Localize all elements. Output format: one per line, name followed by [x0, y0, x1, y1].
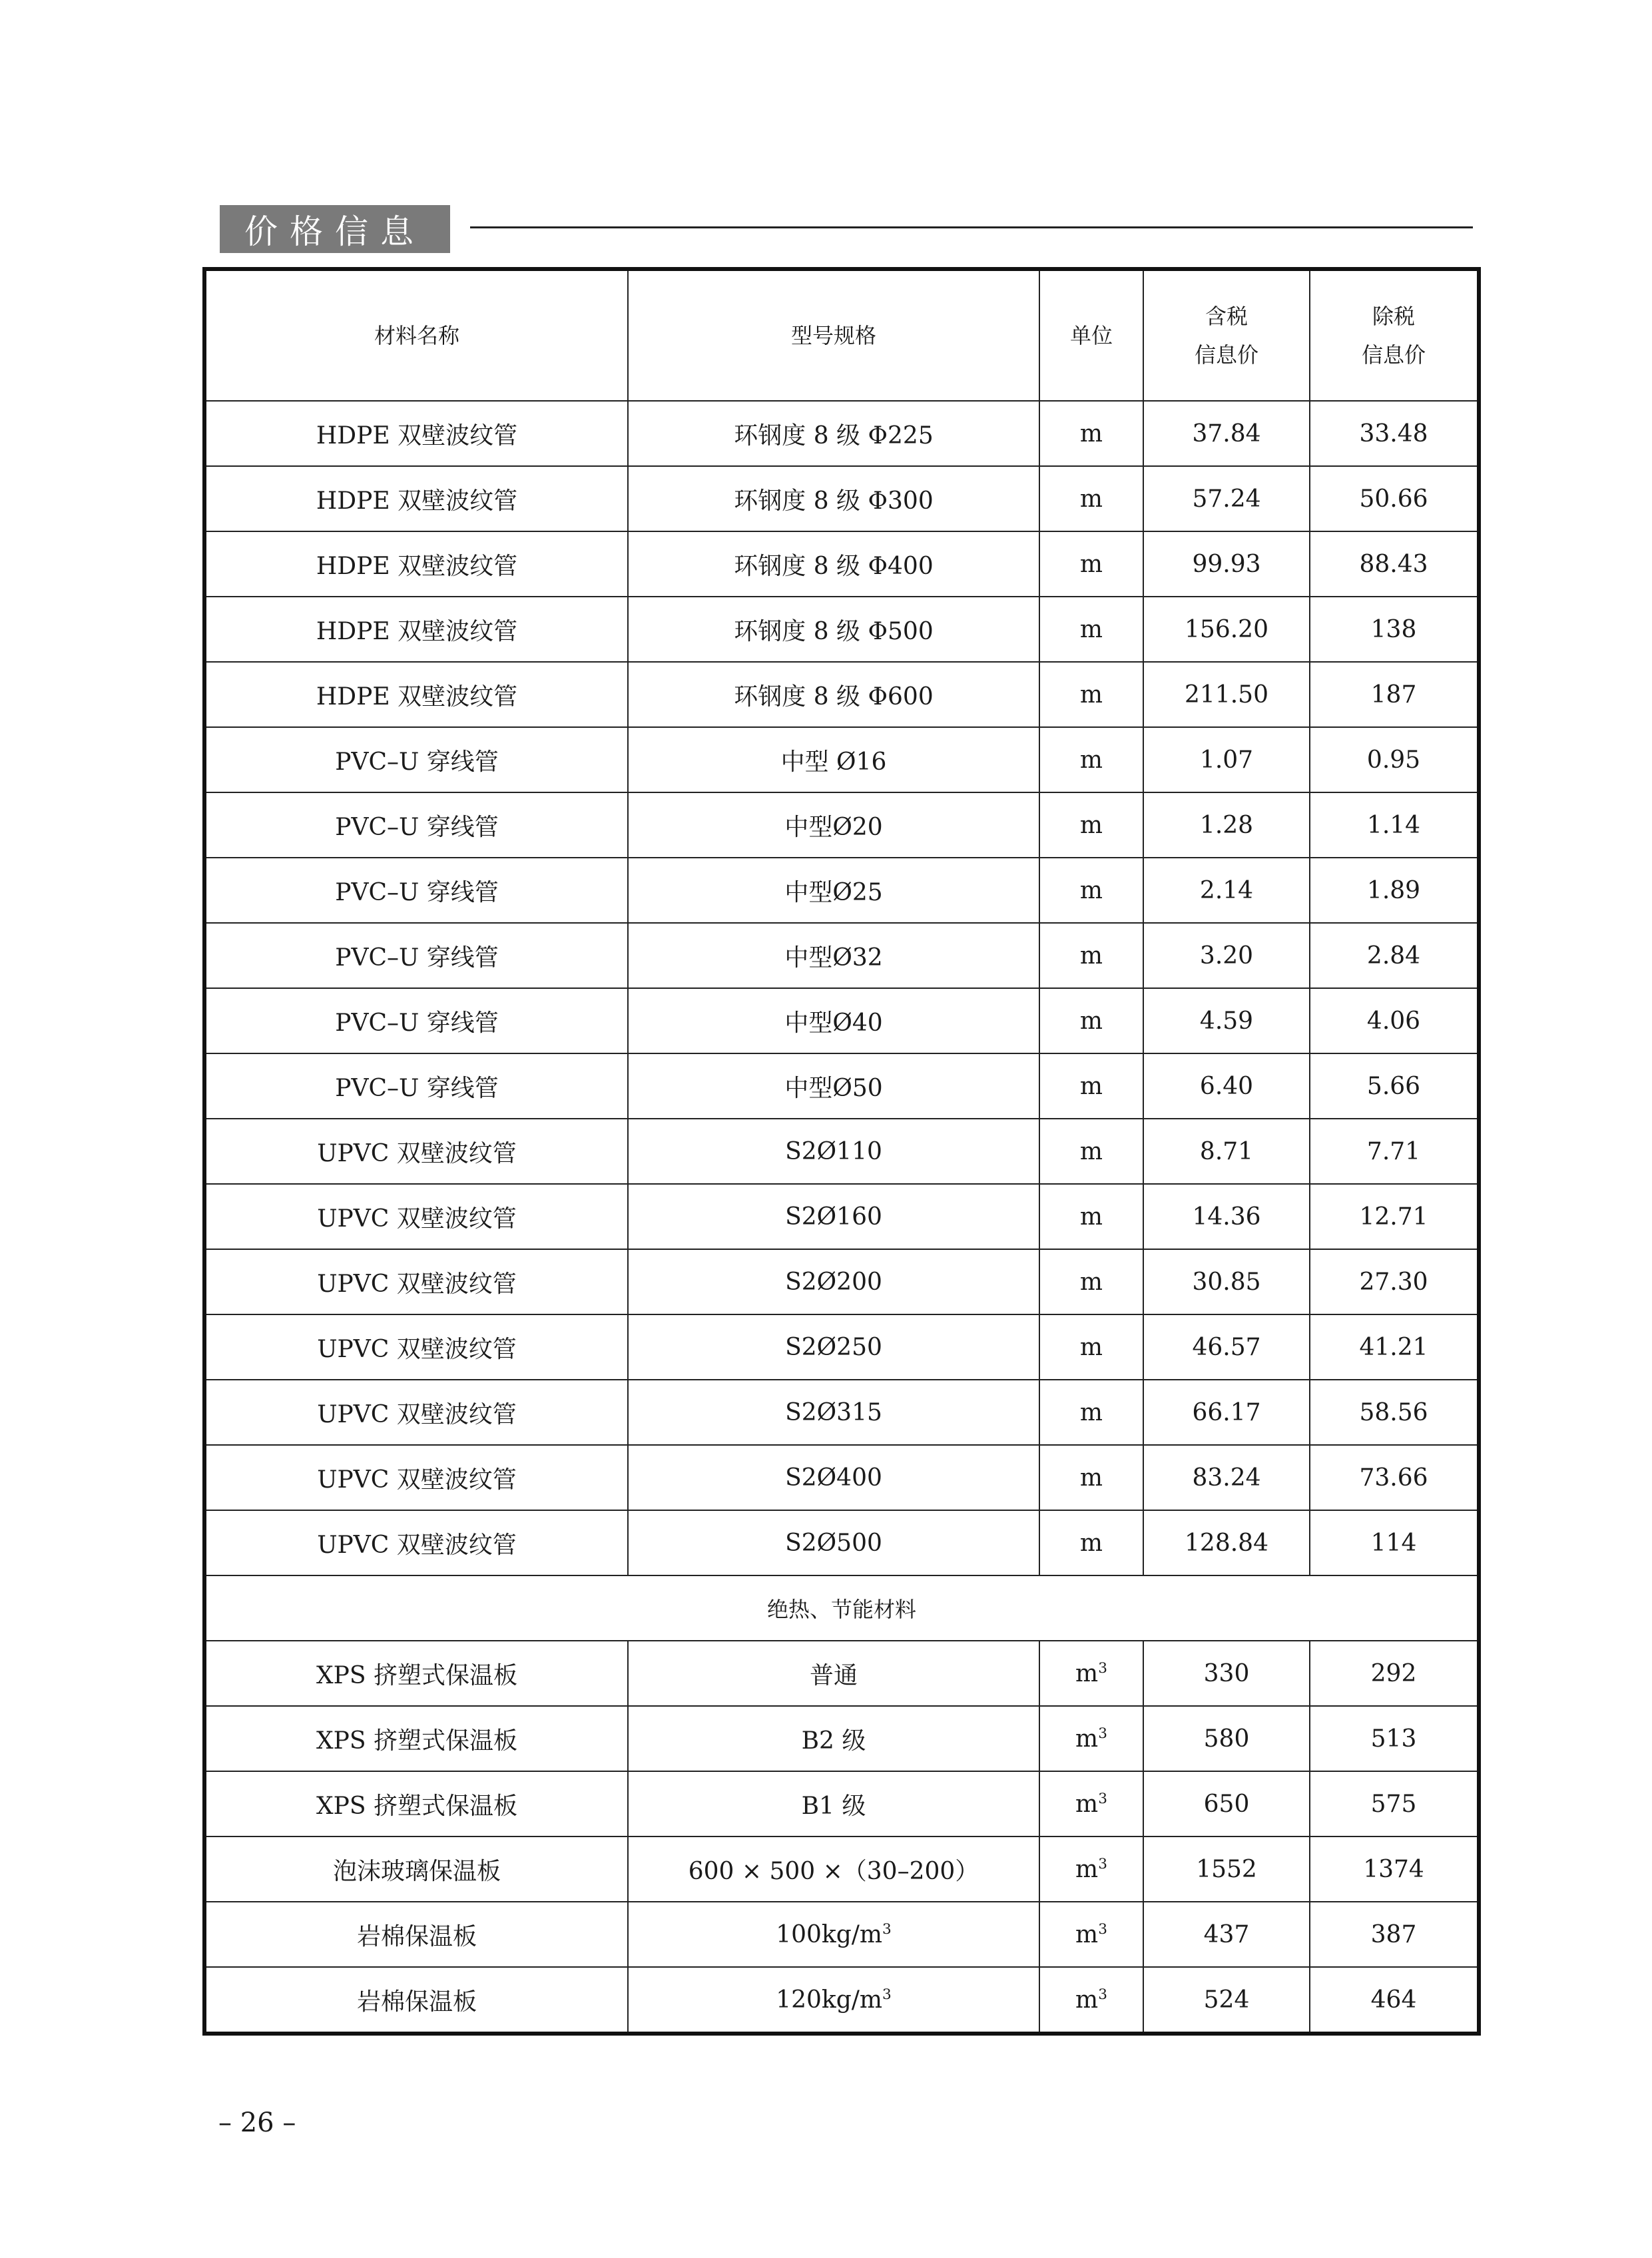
- cell-price-without-tax-text: 187: [1370, 681, 1417, 708]
- cell-spec-text: 中型Ø40: [784, 1009, 883, 1037]
- cell-spec: [628, 531, 1039, 597]
- cell-spec: [628, 1053, 1039, 1119]
- cell-price-with-tax-text: 437: [1203, 1920, 1250, 1948]
- cell-material-name-text: HDPE 双壁波纹管: [316, 487, 518, 515]
- cell-price-with-tax: [1143, 1053, 1310, 1119]
- cell-spec-text: S2Ø160: [785, 1203, 882, 1231]
- cell-price-without-tax: [1310, 401, 1479, 466]
- cell-spec-superscript: 3: [882, 1986, 892, 2003]
- cell-price-without-tax-text: 33.48: [1359, 420, 1428, 447]
- cell-spec-superscript: 3: [882, 1920, 892, 1938]
- header-material-name: 材料名称: [204, 269, 628, 401]
- cell-material-name: [204, 1641, 628, 1706]
- cell-spec: [628, 662, 1039, 727]
- cell-spec-text: 环钢度 8 级 Φ300: [734, 487, 934, 515]
- cell-unit: [1039, 792, 1143, 858]
- section-tag: 价格信息: [220, 205, 450, 253]
- cell-unit: [1039, 1119, 1143, 1184]
- cell-unit: [1039, 1314, 1143, 1380]
- cell-price-without-tax: [1310, 727, 1479, 792]
- cell-unit: [1039, 1249, 1143, 1314]
- cell-spec-text: 中型Ø50: [784, 1074, 883, 1102]
- cell-spec-text: S2Ø500: [785, 1529, 882, 1557]
- cell-price-with-tax-text: 46.57: [1192, 1333, 1261, 1361]
- cell-material-name: [204, 1771, 628, 1836]
- cell-price-without-tax: [1310, 1314, 1479, 1380]
- cell-material-name: [204, 1510, 628, 1575]
- cell-material-name: [204, 727, 628, 792]
- cell-material-name: [204, 1184, 628, 1249]
- cell-price-without-tax-text: 27.30: [1359, 1268, 1428, 1296]
- section-heading: 绝热、节能材料: [204, 1575, 1479, 1641]
- cell-spec: [628, 466, 1039, 531]
- cell-material-name: [204, 1836, 628, 1902]
- cell-material-name: [204, 531, 628, 597]
- cell-price-with-tax: [1143, 1119, 1310, 1184]
- cell-unit: [1039, 401, 1143, 466]
- cell-price-with-tax-text: 4.59: [1199, 1007, 1254, 1035]
- cell-material-name-text: HDPE 双壁波纹管: [316, 617, 518, 645]
- cell-price-with-tax: [1143, 662, 1310, 727]
- cell-unit-superscript: 3: [1098, 1920, 1107, 1938]
- table-row: [204, 597, 1479, 662]
- table-header-row: [204, 269, 1479, 401]
- cell-price-with-tax-text: 66.17: [1192, 1398, 1261, 1426]
- cell-unit: [1039, 1641, 1143, 1706]
- cell-price-without-tax-text: 0.95: [1366, 746, 1421, 774]
- cell-unit-text: m: [1075, 1986, 1099, 2014]
- cell-unit-superscript: 3: [1098, 1659, 1107, 1677]
- cell-unit-text: m: [1079, 550, 1103, 578]
- cell-unit-text: m: [1079, 485, 1103, 513]
- cell-price-without-tax-text: 464: [1370, 1986, 1417, 2014]
- cell-unit-text: m: [1079, 1072, 1103, 1100]
- cell-unit-text: m: [1075, 1790, 1099, 1818]
- cell-price-without-tax-text: 73.66: [1359, 1464, 1428, 1492]
- cell-price-with-tax: [1143, 1967, 1310, 2034]
- cell-price-without-tax: [1310, 858, 1479, 923]
- cell-price-with-tax-text: 1552: [1196, 1855, 1257, 1883]
- cell-material-name-text: PVC–U 穿线管: [335, 748, 499, 776]
- cell-unit: [1039, 1053, 1143, 1119]
- cell-unit: [1039, 531, 1143, 597]
- cell-price-without-tax: [1310, 1706, 1479, 1771]
- cell-spec-text: 中型Ø25: [784, 878, 883, 906]
- header-unit: 单位: [1039, 269, 1143, 401]
- cell-price-with-tax: [1143, 1314, 1310, 1380]
- cell-unit-text: m: [1079, 1398, 1103, 1426]
- cell-price-with-tax-text: 8.71: [1199, 1137, 1254, 1165]
- cell-material-name-text: UPVC 双壁波纹管: [317, 1139, 517, 1167]
- cell-price-with-tax-text: 83.24: [1192, 1464, 1261, 1492]
- cell-spec: [628, 858, 1039, 923]
- cell-unit-superscript: 3: [1098, 1725, 1107, 1742]
- cell-spec-text: S2Ø200: [785, 1268, 882, 1296]
- cell-unit: [1039, 1967, 1143, 2034]
- cell-spec-text: B1 级: [801, 1792, 866, 1820]
- cell-price-without-tax: [1310, 1641, 1479, 1706]
- cell-unit: [1039, 1184, 1143, 1249]
- cell-spec: [628, 988, 1039, 1053]
- cell-spec: [628, 1902, 1039, 1967]
- cell-price-with-tax-text: 6.40: [1199, 1072, 1254, 1100]
- cell-price-with-tax: [1143, 1902, 1310, 1967]
- cell-spec-text: 中型Ø20: [784, 813, 883, 841]
- cell-price-without-tax-text: 1.14: [1366, 811, 1421, 839]
- cell-material-name: [204, 1249, 628, 1314]
- cell-unit-text: m: [1079, 1464, 1103, 1492]
- cell-price-without-tax-text: 387: [1370, 1920, 1417, 1948]
- cell-spec: [628, 1836, 1039, 1902]
- cell-price-without-tax: [1310, 923, 1479, 988]
- table-row: [204, 923, 1479, 988]
- cell-price-without-tax: [1310, 531, 1479, 597]
- cell-price-without-tax-text: 12.71: [1359, 1203, 1428, 1231]
- cell-unit-text: m: [1079, 420, 1103, 447]
- cell-unit: [1039, 466, 1143, 531]
- cell-unit-text: m: [1079, 746, 1103, 774]
- cell-material-name-text: PVC–U 穿线管: [335, 813, 499, 841]
- cell-unit: [1039, 923, 1143, 988]
- cell-spec: [628, 923, 1039, 988]
- cell-spec: [628, 1706, 1039, 1771]
- cell-price-without-tax: [1310, 1053, 1479, 1119]
- header-price-without-tax: [1310, 269, 1479, 401]
- table-row: [204, 401, 1479, 466]
- cell-price-with-tax: [1143, 1380, 1310, 1445]
- cell-material-name-text: PVC–U 穿线管: [335, 944, 499, 972]
- cell-price-with-tax-text: 57.24: [1192, 485, 1261, 513]
- cell-price-with-tax-text: 650: [1203, 1790, 1250, 1818]
- cell-spec-text: 环钢度 8 级 Φ600: [734, 683, 934, 710]
- cell-material-name: [204, 1967, 628, 2034]
- table-row: [204, 1119, 1479, 1184]
- cell-material-name-text: UPVC 双壁波纹管: [317, 1270, 517, 1298]
- cell-unit-text: m: [1079, 1137, 1103, 1165]
- cell-price-without-tax: [1310, 1902, 1479, 1967]
- price-table: [202, 267, 1481, 2036]
- cell-material-name-text: PVC–U 穿线管: [335, 878, 499, 906]
- cell-price-without-tax: [1310, 1184, 1479, 1249]
- table-row: [204, 1445, 1479, 1510]
- cell-spec: [628, 1510, 1039, 1575]
- cell-price-without-tax: [1310, 1249, 1479, 1314]
- cell-unit-text: m: [1079, 1007, 1103, 1035]
- cell-spec-text: 环钢度 8 级 Φ500: [734, 617, 934, 645]
- cell-unit: [1039, 1380, 1143, 1445]
- cell-spec: [628, 727, 1039, 792]
- cell-price-without-tax-text: 4.06: [1366, 1007, 1421, 1035]
- cell-spec-text: 中型 Ø16: [780, 748, 887, 776]
- section-heading-row: [204, 1575, 1479, 1641]
- cell-price-without-tax-text: 292: [1370, 1659, 1417, 1687]
- cell-unit: [1039, 597, 1143, 662]
- cell-price-with-tax: [1143, 597, 1310, 662]
- cell-price-with-tax: [1143, 531, 1310, 597]
- cell-unit-text: m: [1075, 1920, 1099, 1948]
- cell-price-with-tax: [1143, 401, 1310, 466]
- cell-price-with-tax-text: 14.36: [1192, 1203, 1261, 1231]
- cell-price-without-tax-text: 50.66: [1359, 485, 1428, 513]
- table-row: [204, 1249, 1479, 1314]
- page-number: – 26 –: [218, 2108, 296, 2138]
- cell-spec: [628, 792, 1039, 858]
- cell-material-name: [204, 792, 628, 858]
- cell-material-name: [204, 1706, 628, 1771]
- cell-material-name-text: UPVC 双壁波纹管: [317, 1400, 517, 1428]
- cell-unit-superscript: 3: [1098, 1790, 1107, 1807]
- cell-material-name-text: XPS 挤塑式保温板: [316, 1792, 517, 1820]
- header-spec: 型号规格: [628, 269, 1039, 401]
- cell-spec-text: S2Ø315: [785, 1398, 882, 1426]
- cell-unit-text: m: [1079, 942, 1103, 970]
- cell-material-name-text: UPVC 双壁波纹管: [317, 1531, 517, 1559]
- cell-unit-text: m: [1079, 1333, 1103, 1361]
- cell-spec: [628, 1119, 1039, 1184]
- cell-price-without-tax: [1310, 1967, 1479, 2034]
- cell-price-without-tax-text: 2.84: [1366, 942, 1421, 970]
- cell-spec: [628, 1314, 1039, 1380]
- cell-material-name: [204, 662, 628, 727]
- cell-material-name: [204, 1380, 628, 1445]
- header-price-with-tax-line1: 含税: [1205, 304, 1248, 329]
- cell-unit: [1039, 1510, 1143, 1575]
- header-price-with-tax-line2: 信息价: [1194, 342, 1258, 368]
- cell-price-with-tax-text: 156.20: [1185, 615, 1268, 643]
- cell-spec: [628, 401, 1039, 466]
- header-rule: [470, 226, 1473, 228]
- cell-material-name: [204, 466, 628, 531]
- cell-unit-superscript: 3: [1098, 1986, 1107, 2003]
- cell-price-without-tax: [1310, 1380, 1479, 1445]
- cell-price-with-tax-text: 99.93: [1192, 550, 1261, 578]
- cell-spec-text: S2Ø250: [785, 1333, 882, 1361]
- cell-price-with-tax-text: 30.85: [1192, 1268, 1261, 1296]
- cell-price-without-tax-text: 58.56: [1359, 1398, 1428, 1426]
- cell-material-name: [204, 1902, 628, 1967]
- cell-price-without-tax: [1310, 1836, 1479, 1902]
- cell-price-with-tax-text: 524: [1203, 1986, 1250, 2014]
- table-row: [204, 858, 1479, 923]
- cell-unit-text: m: [1079, 811, 1103, 839]
- cell-spec-text: 普通: [809, 1661, 858, 1689]
- table-row: [204, 1771, 1479, 1836]
- cell-spec-text: B2 级: [801, 1727, 866, 1755]
- cell-price-with-tax: [1143, 1641, 1310, 1706]
- cell-spec: [628, 1249, 1039, 1314]
- cell-unit: [1039, 858, 1143, 923]
- cell-material-name-text: 岩棉保温板: [356, 1922, 477, 1950]
- table-row: [204, 1380, 1479, 1445]
- cell-price-without-tax: [1310, 792, 1479, 858]
- cell-price-with-tax: [1143, 466, 1310, 531]
- cell-unit-superscript: 3: [1098, 1855, 1107, 1872]
- cell-unit: [1039, 662, 1143, 727]
- cell-material-name: [204, 988, 628, 1053]
- cell-unit-text: m: [1079, 615, 1103, 643]
- table-row: [204, 727, 1479, 792]
- cell-price-with-tax: [1143, 1184, 1310, 1249]
- cell-unit-text: m: [1079, 876, 1103, 904]
- cell-price-with-tax: [1143, 858, 1310, 923]
- cell-price-without-tax-text: 114: [1370, 1529, 1417, 1557]
- cell-material-name: [204, 858, 628, 923]
- cell-price-with-tax: [1143, 792, 1310, 858]
- cell-spec-text: 环钢度 8 级 Φ400: [734, 552, 934, 580]
- cell-unit: [1039, 1706, 1143, 1771]
- cell-price-without-tax: [1310, 988, 1479, 1053]
- cell-spec: [628, 597, 1039, 662]
- cell-price-with-tax: [1143, 1706, 1310, 1771]
- cell-spec-text: 600 × 500 ×（30–200）: [688, 1857, 979, 1885]
- cell-material-name: [204, 597, 628, 662]
- cell-material-name: [204, 1119, 628, 1184]
- table-row: [204, 531, 1479, 597]
- cell-price-with-tax-text: 1.28: [1199, 811, 1254, 839]
- cell-material-name-text: UPVC 双壁波纹管: [317, 1205, 517, 1233]
- table-row: [204, 466, 1479, 531]
- cell-unit-text: m: [1079, 1529, 1103, 1557]
- cell-material-name-text: PVC–U 穿线管: [335, 1009, 499, 1037]
- cell-material-name-text: HDPE 双壁波纹管: [316, 683, 518, 710]
- cell-price-with-tax-text: 3.20: [1199, 942, 1254, 970]
- cell-spec-text: 120kg/m: [776, 1986, 883, 2014]
- cell-price-without-tax-text: 575: [1370, 1790, 1417, 1818]
- cell-spec: [628, 1184, 1039, 1249]
- cell-price-without-tax-text: 7.71: [1366, 1137, 1421, 1165]
- cell-price-without-tax-text: 1.89: [1366, 876, 1421, 904]
- cell-material-name: [204, 401, 628, 466]
- cell-price-with-tax-text: 211.50: [1185, 681, 1268, 708]
- cell-material-name-text: PVC–U 穿线管: [335, 1074, 499, 1102]
- cell-price-with-tax: [1143, 988, 1310, 1053]
- cell-price-with-tax: [1143, 923, 1310, 988]
- cell-spec: [628, 1967, 1039, 2034]
- cell-spec: [628, 1380, 1039, 1445]
- table-row: [204, 1314, 1479, 1380]
- cell-unit: [1039, 1902, 1143, 1967]
- cell-price-with-tax: [1143, 1836, 1310, 1902]
- table-row: [204, 1967, 1479, 2034]
- table-row: [204, 1836, 1479, 1902]
- cell-unit: [1039, 727, 1143, 792]
- cell-spec: [628, 1445, 1039, 1510]
- cell-price-with-tax: [1143, 727, 1310, 792]
- header-price-with-tax: [1143, 269, 1310, 401]
- cell-spec: [628, 1771, 1039, 1836]
- cell-material-name-text: HDPE 双壁波纹管: [316, 422, 518, 449]
- cell-price-with-tax-text: 330: [1203, 1659, 1250, 1687]
- cell-price-with-tax: [1143, 1445, 1310, 1510]
- cell-unit-text: m: [1075, 1659, 1099, 1687]
- cell-material-name-text: UPVC 双壁波纹管: [317, 1335, 517, 1363]
- header-price-without-tax-line1: 除税: [1372, 304, 1415, 329]
- cell-spec-text: 100kg/m: [776, 1920, 883, 1948]
- cell-spec-text: 中型Ø32: [784, 944, 883, 972]
- cell-material-name: [204, 1314, 628, 1380]
- cell-price-without-tax-text: 513: [1370, 1725, 1417, 1753]
- cell-price-without-tax-text: 41.21: [1359, 1333, 1428, 1361]
- table-row: [204, 662, 1479, 727]
- cell-price-without-tax: [1310, 1445, 1479, 1510]
- table-row: [204, 1053, 1479, 1119]
- cell-price-with-tax-text: 2.14: [1199, 876, 1254, 904]
- cell-spec-text: S2Ø110: [785, 1137, 882, 1165]
- cell-material-name-text: 泡沫玻璃保温板: [332, 1857, 501, 1885]
- cell-price-without-tax-text: 5.66: [1366, 1072, 1421, 1100]
- cell-material-name-text: XPS 挤塑式保温板: [316, 1727, 517, 1755]
- cell-price-without-tax-text: 138: [1370, 615, 1417, 643]
- cell-material-name: [204, 923, 628, 988]
- header-price-without-tax-line2: 信息价: [1361, 342, 1426, 368]
- cell-spec-text: 环钢度 8 级 Φ225: [734, 422, 934, 449]
- cell-unit-text: m: [1079, 681, 1103, 708]
- cell-unit-text: m: [1079, 1203, 1103, 1231]
- table-row: [204, 1706, 1479, 1771]
- cell-unit: [1039, 1445, 1143, 1510]
- cell-price-with-tax-text: 1.07: [1199, 746, 1254, 774]
- cell-material-name-text: UPVC 双壁波纹管: [317, 1466, 517, 1494]
- cell-material-name: [204, 1053, 628, 1119]
- cell-spec: [628, 1641, 1039, 1706]
- cell-price-without-tax: [1310, 597, 1479, 662]
- cell-price-with-tax-text: 37.84: [1192, 420, 1261, 447]
- table-row: [204, 1510, 1479, 1575]
- table-row: [204, 1641, 1479, 1706]
- table-row: [204, 1902, 1479, 1967]
- cell-unit-text: m: [1075, 1855, 1099, 1883]
- cell-material-name: [204, 1445, 628, 1510]
- cell-price-without-tax: [1310, 1771, 1479, 1836]
- table-body: [204, 401, 1479, 2034]
- cell-material-name-text: XPS 挤塑式保温板: [316, 1661, 517, 1689]
- table-row: [204, 1184, 1479, 1249]
- cell-unit: [1039, 1836, 1143, 1902]
- cell-unit: [1039, 1771, 1143, 1836]
- cell-spec-text: S2Ø400: [785, 1464, 882, 1492]
- cell-price-without-tax: [1310, 1119, 1479, 1184]
- cell-price-without-tax: [1310, 466, 1479, 531]
- cell-price-with-tax: [1143, 1771, 1310, 1836]
- cell-price-with-tax-text: 128.84: [1185, 1529, 1268, 1557]
- cell-price-without-tax: [1310, 662, 1479, 727]
- table-row: [204, 988, 1479, 1053]
- cell-price-without-tax: [1310, 1510, 1479, 1575]
- cell-unit-text: m: [1079, 1268, 1103, 1296]
- cell-material-name-text: 岩棉保温板: [356, 1988, 477, 2016]
- cell-price-without-tax-text: 1374: [1363, 1855, 1424, 1883]
- cell-price-without-tax-text: 88.43: [1359, 550, 1428, 578]
- cell-price-with-tax-text: 580: [1203, 1725, 1250, 1753]
- table-row: [204, 792, 1479, 858]
- cell-price-with-tax: [1143, 1249, 1310, 1314]
- cell-material-name-text: HDPE 双壁波纹管: [316, 552, 518, 580]
- cell-unit-text: m: [1075, 1725, 1099, 1753]
- cell-price-with-tax: [1143, 1510, 1310, 1575]
- cell-unit: [1039, 988, 1143, 1053]
